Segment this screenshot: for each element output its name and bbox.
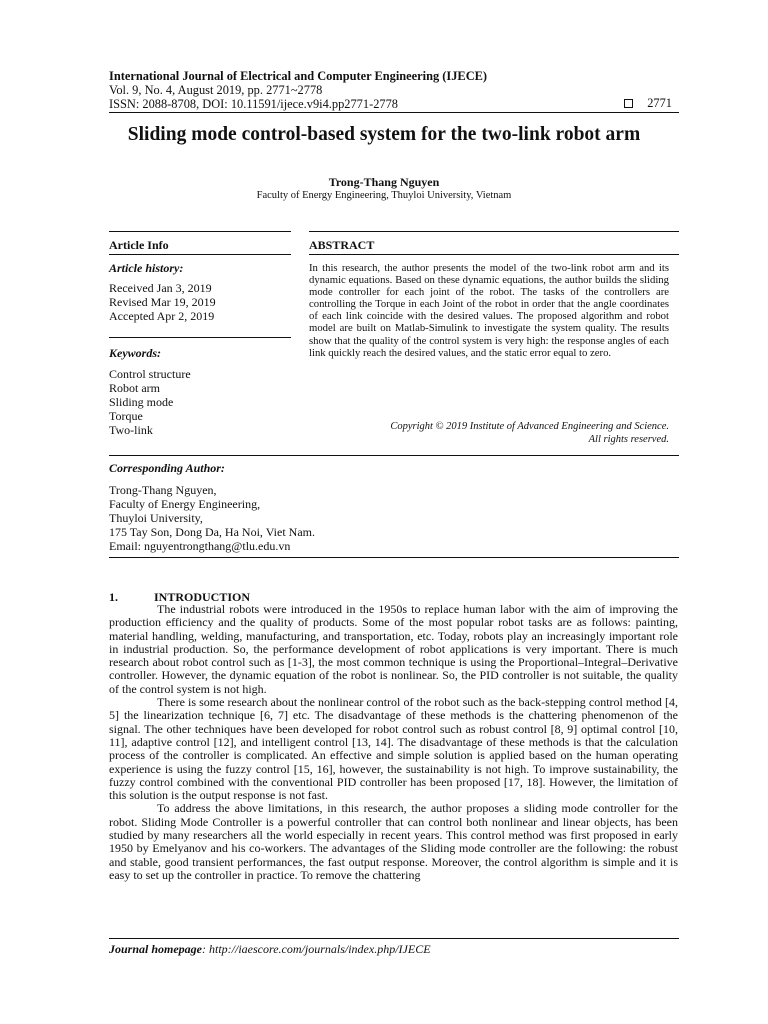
history-item: Accepted Apr 2, 2019	[109, 309, 215, 323]
keyword-item: Torque	[109, 409, 143, 423]
article-info-top-rule	[109, 231, 291, 232]
rights-line: All rights reserved.	[588, 434, 669, 446]
author-name: Trong-Thang Nguyen	[328, 175, 440, 189]
issn-line: ISSN: 2088-8708, DOI: 10.11591/ijece.v9i4.pp2771-2778	[109, 97, 398, 111]
page-number: 2771	[647, 96, 672, 110]
box-icon	[624, 99, 633, 108]
header-rule	[109, 112, 679, 113]
abstract-heading: ABSTRACT	[309, 238, 375, 252]
keywords-list	[109, 367, 191, 437]
article-info-heading-rule	[109, 254, 291, 255]
history-item: Received Jan 3, 2019	[109, 281, 212, 295]
keyword-item: Two-link	[109, 423, 153, 437]
paper-title: Sliding mode control-based system for the two-link robot arm	[127, 124, 641, 145]
corresponding-line: Thuyloi University,	[109, 511, 203, 525]
paragraph: There is some research about the nonlinear control of the robot such as the back-stepping control method [4, 5] the linearization technique [6, 7] etc. The disadvantage of these methods is the chattering phenomenon of the signal. The other techniques have been developed for robot control such as robust control [8, 9] optimal control [10, 11], adaptive control [12], and intelligent control [13, 14]. The disadvantage of these methods is that the calculation process of the controller is complicated. An effective and simple solution is applied based on the human operating experience is using the fuzzy control [15, 16], however, the sustainability is not high. To improve sustainability, the fuzzy control combined with the conventional PID controller has been proposed [17, 18]. However, the limitation of this solution is the output response is not fast.	[109, 695, 678, 803]
abstract-heading-rule	[309, 254, 679, 255]
journal-homepage-link[interactable]: : http://iaescore.com/journals/index.php/IJECE	[202, 942, 431, 956]
journal-name: International Journal of Electrical and Computer Engineering (IJECE)	[109, 69, 488, 83]
history-list	[109, 281, 216, 323]
keywords-label: Keywords:	[109, 346, 161, 360]
journal-header	[109, 69, 487, 111]
paragraph: The industrial robots were introduced in the 1950s to replace human labor with the aim of improving the production efficiency and the quality of products. Some of the most popular robot tasks are as follows: painting, material handling, welding, manufacturing, and transportation, etc. Today, robots play an increasingly important role in industrial production. So, the performance development of robot applications is very important. There is much research about robot control such as [1-3], the most common technique is using the Proportional–Integral–Derivative controller. However, the dynamic equation of the robot is nonlinear. So, the PID controller is not suitable, the quality of the control system is not high.	[109, 602, 678, 696]
section-title: INTRODUCTION	[154, 590, 251, 604]
section-number: 1.	[109, 590, 118, 604]
corresponding-label: Corresponding Author:	[109, 461, 225, 475]
abstract-top-rule	[309, 231, 679, 232]
paragraph: To address the above limitations, in this research, the author proposes a sliding mode controller for the robot. Sliding Mode Controller is a powerful controller that can control both nonlinear and linear objects, has been studied by many researchers all the world especially in recent years. This control method was first proposed in early 1950 by Emelyanov and his co-workers. The advantages of the Sliding mode controller are the following: the robust and stable, good transient performances, the fast output response. Moreover, the control algorithm is simple and it is easy to set up the controller in practice. To remove the chattering	[109, 801, 678, 882]
volume-line: Vol. 9, No. 4, August 2019, pp. 2771~2778	[109, 83, 323, 97]
abstract-text: In this research, the author presents the model of the two-link robot arm and its dynamic equations. Based on these dynamic equations, the author builds the sliding mode controller for each joint of the robot. The tasks of the controllers are controlling the Torque in each Joint of the robot in order that the angle coordinates of each link coincide with the desired values. The proposed algorithm and robot model are built on Matlab-Simulink to investigate the system quality. The results show that the quality of the control system is very high: the response angles of each link quickly reach the desired values, and the static error equal to zero.	[309, 262, 669, 359]
article-info-heading: Article Info	[109, 238, 169, 252]
introduction-body	[109, 603, 678, 882]
corresponding-line: 175 Tay Son, Dong Da, Ha Noi, Viet Nam.	[109, 525, 315, 539]
keywords-rule	[109, 337, 291, 338]
author-affiliation: Faculty of Energy Engineering, Thuyloi University, Vietnam	[256, 190, 512, 201]
footer-label: Journal homepage	[109, 942, 203, 956]
keyword-item: Sliding mode	[109, 395, 174, 409]
corresponding-details	[109, 483, 315, 553]
info-bottom-rule	[109, 557, 679, 558]
footer-rule	[109, 938, 679, 939]
corresponding-rule	[109, 455, 679, 456]
copyright-notice	[390, 420, 669, 447]
corresponding-email: Email: nguyentrongthang@tlu.edu.vn	[109, 539, 291, 553]
corresponding-line: Trong-Thang Nguyen,	[109, 483, 217, 497]
copyright-line: Copyright © 2019 Institute of Advanced Engineering and Science.	[390, 421, 669, 432]
page-number-block	[624, 96, 672, 110]
history-label: Article history:	[109, 261, 184, 275]
keyword-item: Control structure	[109, 367, 191, 381]
footer	[109, 942, 431, 957]
history-item: Revised Mar 19, 2019	[109, 295, 216, 309]
keyword-item: Robot arm	[109, 381, 160, 395]
corresponding-line: Faculty of Energy Engineering,	[109, 497, 261, 511]
